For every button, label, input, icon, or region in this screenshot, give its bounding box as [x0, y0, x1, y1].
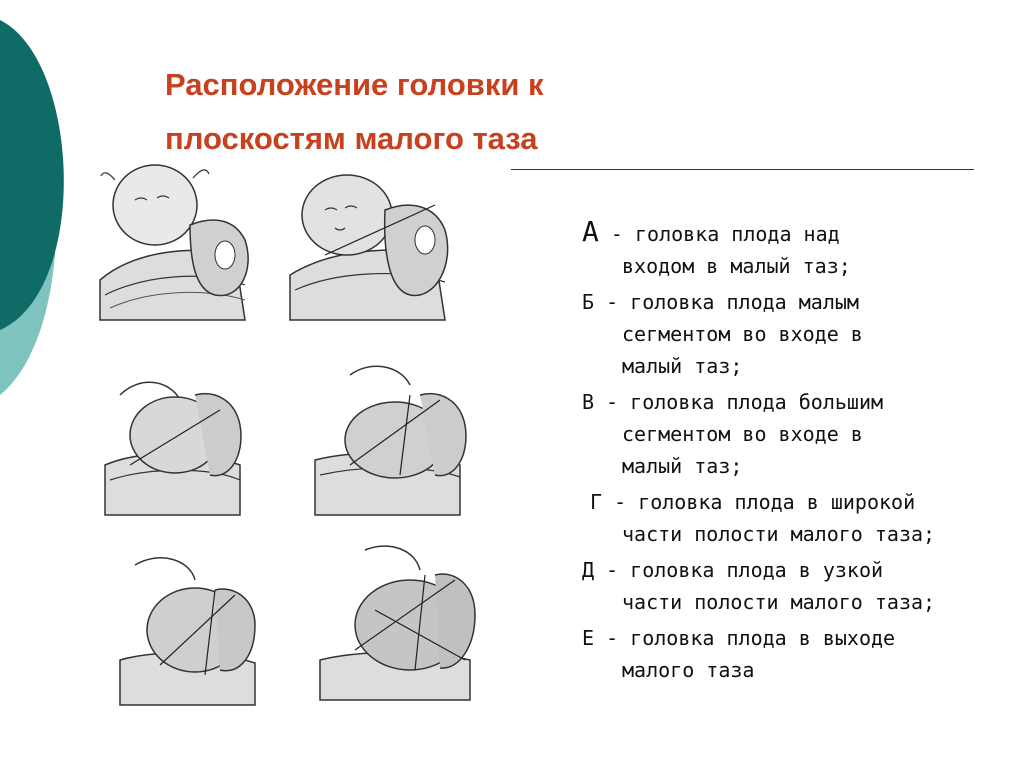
item-continuation: части полости малого таза;: [622, 590, 936, 614]
list-item: [582, 554, 1022, 618]
item-text: - головка плода малым: [594, 290, 859, 314]
item-continuation: малый таз;: [622, 454, 743, 478]
item-letter: Е: [582, 626, 595, 650]
item-continuation: сегментом во входе в: [622, 422, 863, 446]
illustration-position-d: [310, 355, 480, 520]
title-line-2: плоскостям малого таза: [165, 121, 538, 156]
item-continuation: входом в малый таз;: [622, 254, 851, 278]
illustration-position-f: [315, 540, 485, 705]
item-letter: Д: [582, 558, 595, 582]
illustration-position-a: [95, 160, 270, 325]
list-item: [582, 386, 1022, 482]
item-letter: В: [582, 390, 595, 414]
item-text: - головка плода большим: [594, 390, 884, 414]
illustration-position-c: [100, 355, 260, 520]
item-continuation: малый таз;: [622, 354, 743, 378]
illustration-position-e: [115, 545, 275, 710]
list-item: [582, 622, 1022, 686]
item-text: - головка плода над: [598, 222, 840, 246]
item-continuation: сегментом во входе в: [622, 322, 863, 346]
title-line-1: Расположение головки к: [165, 67, 544, 102]
list-item: [582, 286, 1022, 382]
decorative-teal-shapes: [0, 0, 80, 400]
slide-title: [165, 58, 805, 166]
item-text: - головка плода в узкой: [594, 558, 884, 582]
illustration-position-b: [285, 160, 465, 325]
item-continuation: части полости малого таза;: [622, 522, 936, 546]
teal-dark-shape: [0, 20, 64, 330]
item-letter: А: [582, 215, 599, 248]
item-letter: Б: [582, 290, 595, 314]
list-item: [582, 216, 1022, 282]
item-letter: Г: [590, 490, 603, 514]
position-list: [582, 216, 1022, 690]
item-text: - головка плода в выходе: [594, 626, 896, 650]
list-item: [590, 486, 1022, 550]
item-text: - головка плода в широкой: [602, 490, 916, 514]
title-divider: [511, 169, 974, 170]
item-continuation: малого таза: [622, 658, 755, 682]
